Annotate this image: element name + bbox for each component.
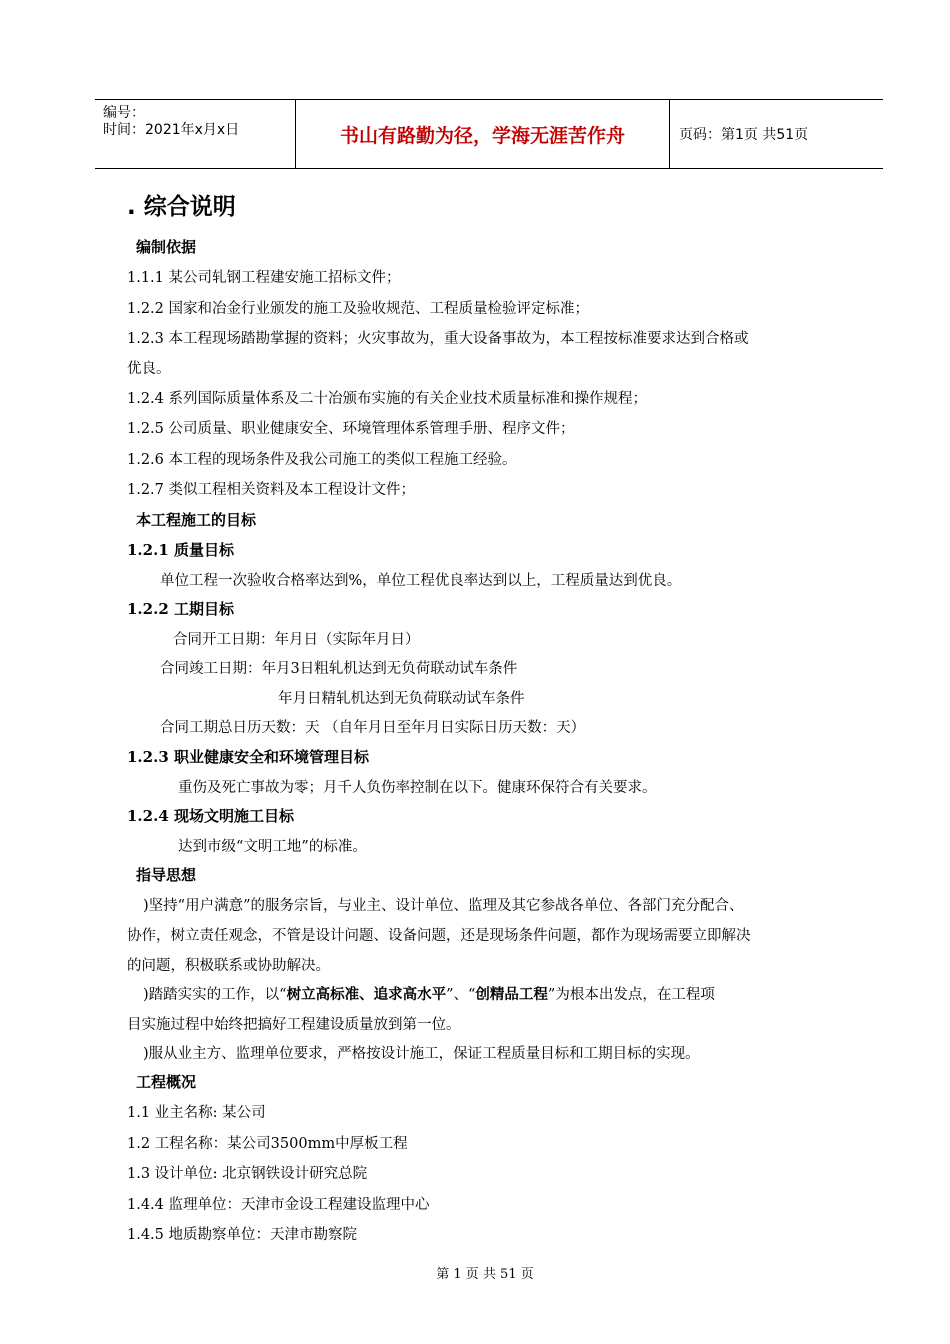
heading-quality-goal: 1.2.1 质量目标 [127, 541, 234, 559]
basis-item: 1.2.2 国家和冶金行业颁发的施工及验收规范、工程质量检验评定标准； [127, 301, 590, 317]
heading-basis: 编制依据 [136, 238, 197, 256]
heading-civil-goal: 1.2.4 现场文明施工目标 [127, 807, 294, 825]
code-label: 编号： [103, 105, 145, 121]
heading-overview: 工程概况 [136, 1073, 197, 1091]
time-label: 时间：2021年x月x日 [103, 122, 240, 138]
basis-item: 优良。 [127, 361, 171, 377]
overview-item: 1.1 业主名称: 某公司 [127, 1105, 266, 1121]
heading-safety-goal: 1.2.3 职业健康安全和环境管理目标 [127, 748, 369, 766]
basis-item: 1.1.1 某公司轧钢工程建安施工招标文件； [127, 270, 401, 286]
heading-schedule-goal: 1.2.2 工期目标 [127, 600, 234, 618]
basis-item: 1.2.3 本工程现场踏勘掌握的资料；火灾事故为，重大设备事故为，本工程按标准要求达到合格或 [127, 331, 749, 347]
guiding-p1-line: 的问题，积极联系或协助解决。 [127, 958, 330, 974]
schedule-line: 合同开工日期：年月日（实际年月日） [173, 632, 420, 648]
header-meta [95, 100, 295, 168]
heading-goals: 本工程施工的目标 [136, 511, 257, 529]
guiding-p1-line: )坚持“用户满意”的服务宗旨，与业主、设计单位、监理及其它参战各单位、各部门充分配合、 [143, 898, 744, 914]
guiding-p2-mid: ”、“ [446, 987, 476, 1003]
basis-item: 1.2.6 本工程的现场条件及我公司施工的类似工程施工经验。 [127, 452, 517, 468]
quality-goal-text: 单位工程一次验收合格率达到%，单位工程优良率达到以上，工程质量达到优良。 [160, 573, 682, 589]
heading-guiding: 指导思想 [136, 866, 197, 884]
header-page-info: 页码：第1页 共51页 [679, 127, 809, 143]
basis-item: 1.2.7 类似工程相关资料及本工程设计文件； [127, 482, 416, 498]
schedule-line: 合同工期总日历天数：天 （自年月日至年月日实际日历天数：天） [160, 720, 586, 736]
basis-item: 1.2.4 系列国际质量体系及二十冶颁布实施的有关企业技术质量标准和操作规程； [127, 391, 648, 407]
schedule-line: 合同竣工日期：年月3日粗轧机达到无负荷联动试车条件 [160, 661, 518, 677]
civil-goal-text: 达到市级“文明工地”的标准。 [178, 839, 367, 855]
guiding-p2-post: ”为根本出发点，在工程项 [547, 987, 715, 1003]
guiding-p2-line2: 目实施过程中始终把搞好工程建设质量放到第一位。 [127, 1017, 461, 1033]
guiding-p2-bold: 树立高标准、追求高水平 [286, 986, 447, 1003]
schedule-line: 年月日精轧机达到无负荷联动试车条件 [278, 691, 525, 707]
guiding-p2-line [143, 983, 715, 1004]
page-header [95, 99, 883, 169]
guiding-p3: )服从业主方、监理单位要求，严格按设计施工，保证工程质量目标和工期目标的实现。 [143, 1046, 700, 1062]
guiding-p2-pre: )踏踏实实的工作，以“ [143, 987, 287, 1003]
overview-item: 1.4.5 地质勘察单位：天津市勘察院 [127, 1227, 358, 1243]
doc-title: . 综合说明 [127, 194, 236, 220]
guiding-p1-line: 协作，树立责任观念，不管是设计问题、设备问题，还是现场条件问题，都作为现场需要立即解决 [127, 928, 751, 944]
page-footer: 第 1 页 共 51 页 [436, 1267, 534, 1282]
safety-goal-text: 重伤及死亡事故为零；月千人负伤率控制在以下。健康环保符合有关要求。 [178, 780, 657, 796]
header-motto: 书山有路勤为径，学海无涯苦作舟 [295, 100, 670, 168]
basis-item: 1.2.5 公司质量、职业健康安全、环境管理体系管理手册、程序文件； [127, 421, 575, 437]
overview-item: 1.4.4 监理单位：天津市金设工程建设监理中心 [127, 1197, 430, 1213]
overview-item: 1.2 工程名称：某公司3500mm中厚板工程 [127, 1136, 408, 1152]
guiding-p2-bold: 创精品工程 [475, 986, 548, 1003]
overview-item: 1.3 设计单位: 北京钢铁设计研究总院 [127, 1166, 368, 1182]
